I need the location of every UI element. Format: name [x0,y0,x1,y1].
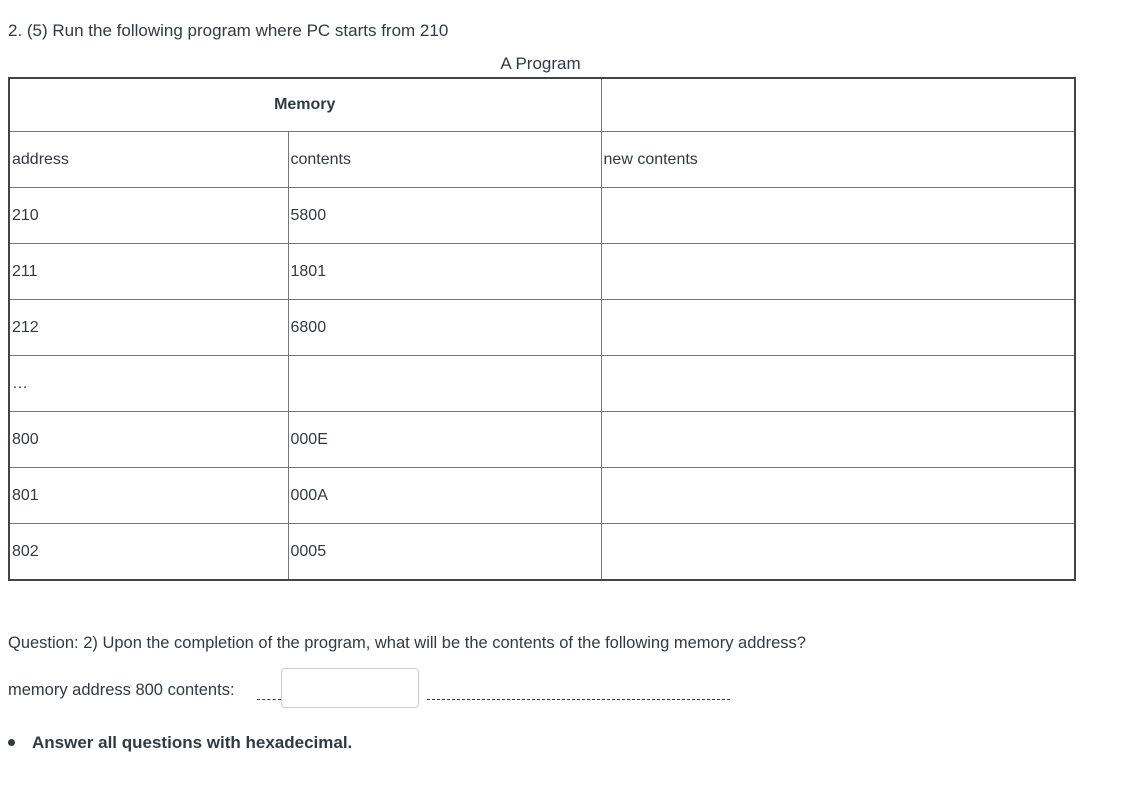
contents-cell: 000E [288,412,601,468]
table-row [9,188,1075,244]
empty-header-cell [601,78,1075,132]
question-text: Question: 2) Upon the completion of the program, what will be the contents of the following memory address? [8,634,806,652]
header-address: address [9,132,288,188]
table-row [9,300,1075,356]
table-row [9,244,1075,300]
blank-dashes-right [427,699,730,700]
contents-cell: 1801 [288,244,601,300]
contents-cell: 5800 [288,188,601,244]
address-cell: 800 [9,412,288,468]
new-contents-cell [601,244,1075,300]
contents-cell: 000A [288,468,601,524]
blank-dashes-left [257,699,281,700]
new-contents-cell [601,188,1075,244]
address-cell: … [9,356,288,412]
table-caption: A Program [500,54,581,73]
table-row [9,356,1075,412]
contents-cell: 0005 [288,524,601,581]
new-contents-cell [601,524,1075,581]
table-row [9,524,1075,581]
table-row [9,412,1075,468]
new-contents-cell [601,356,1075,412]
new-contents-cell [601,300,1075,356]
header-contents: contents [288,132,601,188]
address-cell: 802 [9,524,288,581]
address-cell: 801 [9,468,288,524]
table-row [9,468,1075,524]
new-contents-cell [601,468,1075,524]
contents-cell [288,356,601,412]
answer-input-800[interactable] [281,668,419,708]
address-cell: 212 [9,300,288,356]
address-cell: 210 [9,188,288,244]
address-cell: 211 [9,244,288,300]
answer-line [8,668,748,708]
header-new-contents: new contents [601,132,1075,188]
question-title: 2. (5) Run the following program where PC starts from 210 [8,21,449,40]
new-contents-cell [601,412,1075,468]
memory-header: Memory [9,78,601,132]
bullet-icon [8,739,15,746]
program-table [8,77,1076,581]
table-header-row [9,132,1075,188]
table-group-header-row [9,78,1075,132]
note-text: Answer all questions with hexadecimal. [32,733,353,752]
contents-cell: 6800 [288,300,601,356]
answer-label: memory address 800 contents: [8,681,235,699]
note-bullet [8,733,352,753]
